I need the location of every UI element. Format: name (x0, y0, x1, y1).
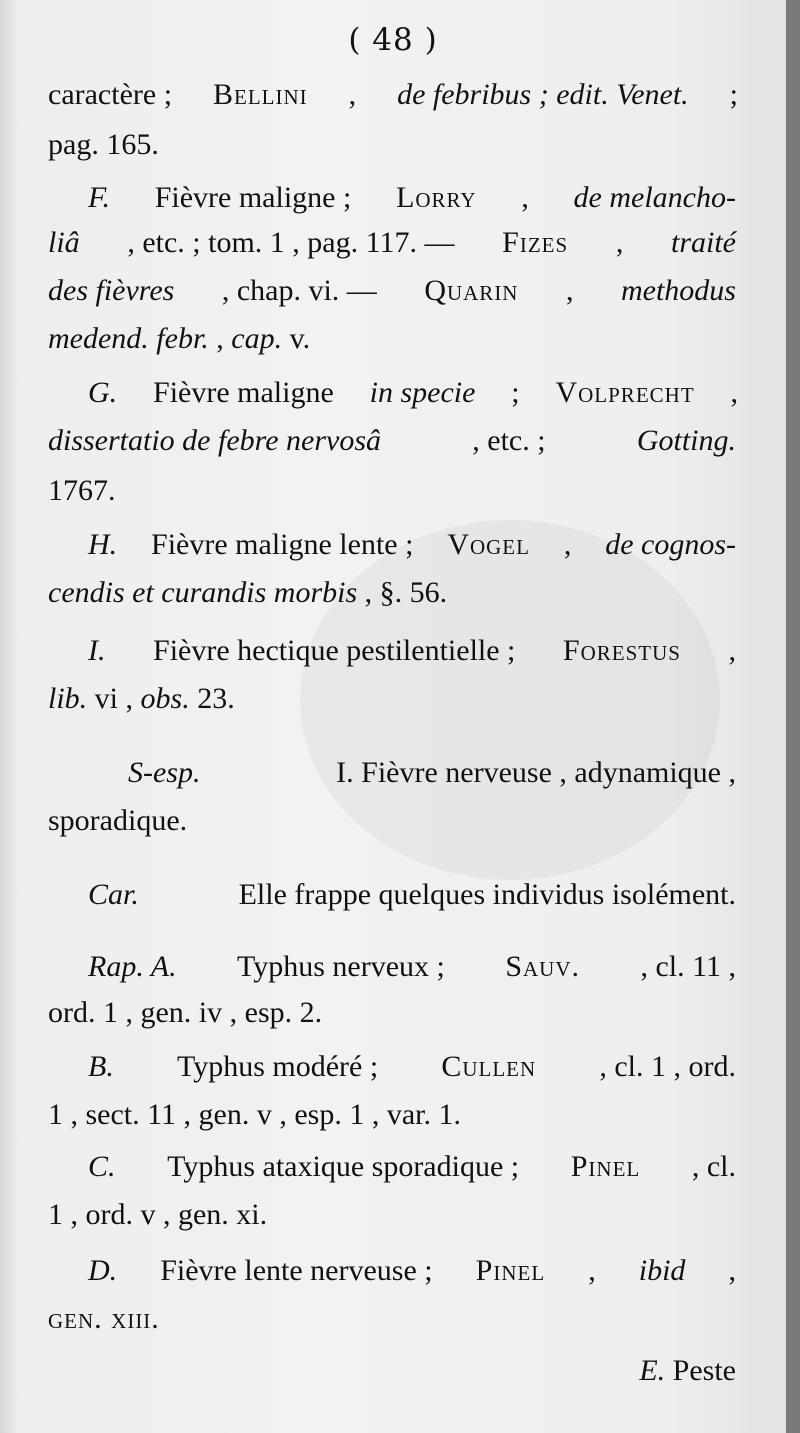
text-line-16 (88, 880, 736, 910)
text-line-10 (88, 530, 736, 560)
text-segment: , cl. 11 , (640, 950, 736, 983)
author-name: Vogel (447, 528, 530, 561)
text-segment: v. (289, 322, 311, 355)
reference-label: Rap. A. (88, 950, 177, 983)
text-segment: 1 , ord. v , gen. xi. (48, 1198, 268, 1231)
work-title: medend. febr. (48, 322, 209, 355)
author-name: Fizes (502, 226, 569, 259)
text-segment: caractère ; (48, 78, 173, 111)
text-segment: , (728, 1254, 736, 1287)
author-name: Forestus (562, 634, 681, 667)
work-title: des fièvres (48, 274, 175, 307)
page-gutter-shadow (0, 0, 18, 1433)
entry-letter: F. (88, 181, 110, 214)
section-heading: I. Fièvre nerveuse , adynamique , (336, 756, 736, 789)
text-segment: Peste (672, 1354, 736, 1387)
text-segment: in specie (369, 376, 476, 409)
text-line-8 (48, 426, 736, 456)
author-name: Bellini (213, 78, 308, 111)
entry-letter: G. (88, 376, 118, 409)
text-segment: , (565, 274, 574, 307)
text-segment: ord. 1 , gen. iv , esp. 2. (48, 996, 323, 1029)
text-segment: ibid (638, 1254, 686, 1287)
text-segment: Fièvre hectique pestilentielle ; (153, 634, 516, 667)
entry-letter: H. (88, 528, 118, 561)
text-line-4 (48, 228, 736, 258)
entry-letter: E. (639, 1354, 666, 1387)
text-line-6 (48, 324, 310, 354)
bleed-through-stain (300, 520, 720, 880)
entry-letter: C. (88, 1150, 116, 1183)
work-title: cendis et curandis morbis (48, 576, 358, 609)
text-segment: , (348, 78, 357, 111)
text-segment: cap. (231, 322, 283, 355)
work-title: methodus (620, 274, 736, 307)
text-line-17 (88, 952, 736, 982)
work-title: de febribus ; edit. Venet. (397, 78, 689, 111)
text-segment: , (588, 1254, 596, 1287)
author-name: Pinel (475, 1254, 546, 1287)
text-line-9 (48, 476, 116, 506)
text-segment: , (615, 226, 624, 259)
characteristic-label: Car. (88, 878, 139, 911)
section-label: S-esp. (128, 756, 201, 789)
work-title: de cognos- (605, 528, 736, 561)
text-line-3 (88, 183, 736, 213)
work-title: traité (671, 226, 736, 259)
text-line-2 (48, 130, 159, 160)
entry-letter: I. (88, 634, 106, 667)
page-number: ( 48 ) (348, 22, 438, 58)
text-segment: , §. 56. (364, 576, 448, 609)
text-line-23 (88, 1256, 736, 1286)
text-segment: pag. 165. (48, 128, 159, 161)
text-line-19 (88, 1052, 736, 1082)
text-segment: , cl. 1 , ord. (599, 1050, 736, 1083)
text-segment: Typhus modéré ; (176, 1050, 379, 1083)
text-line-5 (48, 276, 736, 306)
text-segment: gen. xiii. (48, 1302, 160, 1335)
text-line-15 (48, 806, 187, 836)
text-segment: , cl. (691, 1150, 736, 1183)
text-segment: 23. (197, 682, 235, 715)
text-line-13 (48, 684, 235, 714)
author-name: Sauv. (505, 950, 581, 983)
author-name: Quarin (424, 274, 519, 307)
text-segment: Fièvre maligne ; (154, 181, 352, 214)
catchword (639, 1356, 736, 1386)
text-line-14 (128, 758, 736, 788)
text-segment: ; (729, 78, 738, 111)
text-segment: 1767. (48, 474, 116, 507)
text-segment: obs. (140, 682, 190, 715)
text-line-24 (48, 1304, 160, 1334)
text-segment: Typhus nerveux ; (237, 950, 445, 983)
work-title: de melancho- (573, 181, 736, 214)
author-name: Pinel (570, 1150, 641, 1183)
text-segment: Elle frappe quelques individus isolément. (238, 878, 736, 911)
text-segment: Fièvre maligne (153, 376, 334, 409)
text-segment: , etc. ; tom. 1 , pag. 117. — (127, 226, 455, 259)
text-line-21 (88, 1152, 736, 1182)
text-segment: , (216, 322, 224, 355)
text-line-20 (48, 1100, 461, 1130)
author-name: Cullen (441, 1050, 537, 1083)
author-name: Lorry (396, 181, 477, 214)
text-segment: Fièvre lente nerveuse ; (160, 1254, 433, 1287)
text-line-22 (48, 1200, 267, 1230)
work-title: liâ (48, 226, 80, 259)
text-segment: , chap. vi. — (221, 274, 377, 307)
text-segment: vi , (94, 682, 134, 715)
text-segment: , (563, 528, 572, 561)
text-segment: lib. (48, 682, 88, 715)
author-name: Volprecht (555, 376, 695, 409)
text-segment: , (730, 376, 738, 409)
text-line-7 (88, 378, 738, 408)
text-line-18 (48, 998, 322, 1028)
entry-letter: D. (88, 1254, 118, 1287)
text-segment: , etc. ; (472, 424, 546, 457)
text-segment: Typhus ataxique sporadique ; (167, 1150, 520, 1183)
text-segment: sporadique. (48, 804, 188, 837)
text-line-12 (88, 636, 736, 666)
entry-letter: B. (88, 1050, 114, 1083)
text-segment: , (728, 634, 736, 667)
text-segment: Fièvre maligne lente ; (151, 528, 414, 561)
text-line-1 (48, 80, 738, 110)
text-line-11 (48, 578, 447, 608)
text-segment: 1 , sect. 11 , gen. v , esp. 1 , var. 1. (48, 1098, 461, 1131)
text-segment: ; (511, 376, 520, 409)
text-segment: , (521, 181, 529, 214)
place-name: Gotting. (636, 424, 736, 457)
work-title: dissertatio de febre nervosâ (48, 424, 382, 457)
